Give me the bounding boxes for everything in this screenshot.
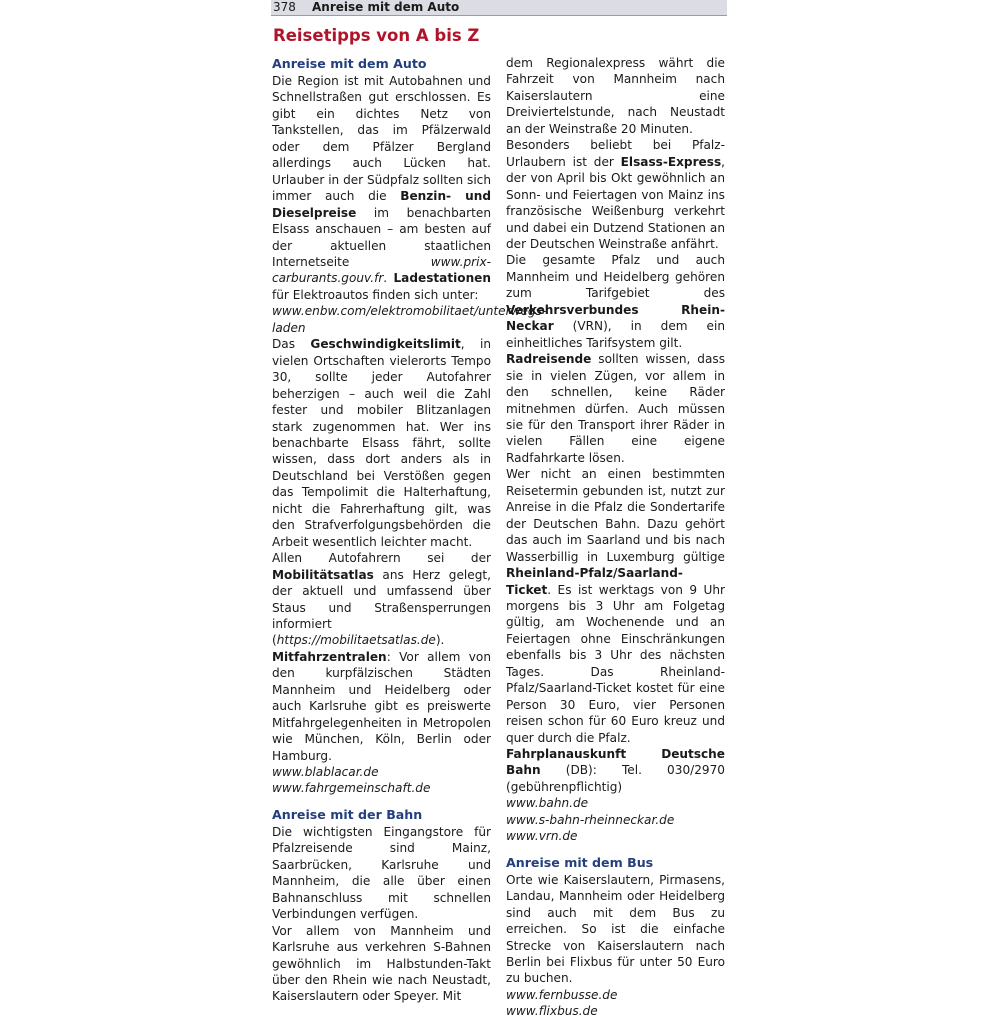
link-bahn[interactable]: www.bahn.de xyxy=(506,796,589,811)
paragraph-db-info: Fahrplanauskunft Deutsche Bahn (DB): Tel. 030/2970 (gebührenpflichtig) xyxy=(506,747,725,794)
paragraph-regionalexpress: dem Regionalexpress währt die Fahrzeit von Mannheim nach Kaiserslautern eine Dreiviertelstunde, nach Neustadt an der Weinstraße 20 Minuten. xyxy=(506,56,725,136)
link-vrn[interactable]: www.vrn.de xyxy=(506,829,578,844)
section-heading-bus: Anreise mit dem Bus xyxy=(506,854,654,870)
paragraph-bus: Orte wie Kaiserslautern, Pirmasens, Landau, Mannheim oder Heidelberg sind auch mit dem Bus zu erreichen. So ist die einfache Strecke von Kaiserslautern nach Berlin bei Flixbus für unter 50 Euro zu buchen. xyxy=(506,872,725,986)
paragraph-auto-intro: Die Region ist mit Autobahnen und Schnellstraßen gut erschlossen. Es gibt ein dichtes Netz von Tankstellen, das im Pfälzerwald oder dem Pfälzer Bergland allerdings auch Lücken hat. Urlauber in der Südpfalz sollten sich immer auch die Benzin- und Dieselpreise im benachbarten Elsass anschauen – am besten auf der aktuellen staatlichen Internetseite www.prix-carburants.gouv.fr. Ladestationen für Elektroautos finden sich unter: xyxy=(272,74,491,302)
paragraph-cyclists: Radreisende sollten wissen, dass sie in vielen Zügen, vor allem in den schnellen, keine Räder mitnehmen dürfen. Auch müssen sie für den Transport ihrer Räder in vielen Fällen eine eigene Radfahrkarte lösen. xyxy=(506,352,725,465)
link-blablacar[interactable]: www.blablacar.de xyxy=(272,765,379,780)
paragraph-mobility-atlas: Allen Autofahrern sei der Mobilitätsatlas ans Herz gelegt, der aktuell und umfassend über Staus und Straßensperrungen informiert (https://mobilitaetsatlas.de). xyxy=(272,551,491,648)
link-fernbusse[interactable]: www.fernbusse.de xyxy=(506,987,618,1002)
paragraph-bahn-sbahn: Vor allem von Mannheim und Karlsruhe aus verkehren S-Bahnen gewöhnlich im Halbstunden-Takt über den Rhein wie nach Neustadt, Kaiserslautern oder Speyer. Mit xyxy=(272,923,491,1004)
paragraph-ticket: Wer nicht an einen bestimmten Reisetermin gebunden ist, nutzt zur Anreise in die Pfalz die Sondertarife der Deutschen Bahn. Dazu gehört das auch im Saarland und bis nach Wasserbillig in Luxemburg gültige Rheinland-Pfalz/Saarland-Ticket. Es ist werktags von 9 Uhr morgens bis 3 Uhr am Folgetag gültig, am Wochenende und an Feiertagen ohne Einschränkungen ebenfalls bis 3 Uhr des nächsten Tages. Das Rheinland-Pfalz/Saarland-Ticket kostet für eine Person 30 Euro, vier Personen reisen schon für 60 Euro kreuz und quer durch die Pfalz. xyxy=(506,467,725,745)
paragraph-speed-limit: Das Geschwindigkeitslimit, in vielen Ortschaften vielerorts Tempo 30, sollte jeder Autofahrer beherzigen – auch weil die Zahl fester und mobiler Blitzanlagen stark zugenommen hat. Wer ins benachbarte Elsass fährt, sollte wissen, dass dort anders als in Deutschland bei Verstößen gegen das Tempolimit die Halterhaftung, nicht die Fahrerhaftung gilt, was den Strafverfolgungsbehörden die Arbeit wesentlich leichter macht. xyxy=(272,337,492,549)
section-heading-auto: Anreise mit dem Auto xyxy=(272,56,427,71)
link-enbw[interactable]: www.enbw.com/elektromobilitaet/unterwegs-laden xyxy=(272,304,547,335)
running-head: Anreise mit dem Auto xyxy=(312,0,460,14)
link-prix-carburants[interactable]: www.prix-carburants.gouv.fr xyxy=(272,254,491,286)
book-page xyxy=(271,0,727,1019)
link-fahrgemeinschaft[interactable]: www.fahrgemeinschaft.de xyxy=(272,781,431,796)
paragraph-vrn: Die gesamte Pfalz und auch Mannheim und Heidelberg gehören zum Tarifgebiet des Verkehrsverbundes Rhein-Neckar (VRN), in dem ein einheitliches Tarifsystem gilt. xyxy=(506,253,725,350)
paragraph-elsass-express: Besonders beliebt bei Pfalz-Urlaubern ist der Elsass-Express, der von April bis Okt gewöhnlich an Sonn- und Feiertagen von Mainz ins französische Weißenburg verkehrt und dabei ein Dutzend Stationen an der Deutschen Weinstraße anfährt. xyxy=(506,138,725,251)
paragraph-ride-share: Mitfahrzentralen: Vor allem von den kurpfälzischen Städten Mannheim und Heidelberg oder auch Karlsruhe gibt es preiswerte Mitfahrgelegenheiten in Metropolen wie München, Köln, Berlin oder Hamburg. xyxy=(272,649,491,763)
page-number: 378 xyxy=(273,0,296,14)
page-header xyxy=(271,0,727,16)
section-heading-bahn: Anreise mit der Bahn xyxy=(272,806,423,822)
link-flixbus[interactable]: www.flixbus.de xyxy=(506,1004,598,1019)
right-column xyxy=(506,55,725,1020)
page-title: Reisetipps von A bis Z xyxy=(273,26,480,45)
paragraph-bahn-gateways: Die wichtigsten Eingangstore für Pfalzreisende sind Mainz, Saarbrücken, Karlsruhe und Mannheim, die alle über einen Bahnanschluss mit schnellen Verbindungen verfügen. xyxy=(272,824,491,922)
link-mobilitaetsatlas[interactable]: https://mobilitaetsatlas.de xyxy=(276,633,436,648)
link-s-bahn[interactable]: www.s-bahn-rheinneckar.de xyxy=(506,812,675,827)
